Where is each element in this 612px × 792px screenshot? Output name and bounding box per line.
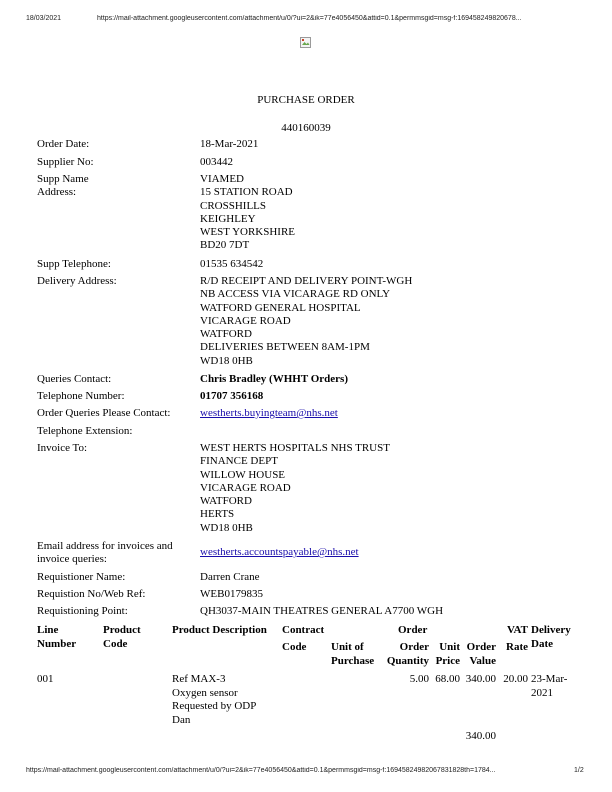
telephone-extension-label: Telephone Extension:	[37, 425, 133, 437]
order-queries-label: Order Queries Please Contact:	[37, 407, 171, 419]
order-date-label: Order Date:	[37, 138, 90, 150]
print-header-url: https://mail-attachment.googleusercontent.com/attachment/u/0/?ui=2&ik=77e4056450&attid=0.1&permmsgid=msg-f:169458249820678...	[97, 15, 522, 22]
invoice-to-value	[200, 442, 560, 535]
document-title: PURCHASE ORDER	[257, 94, 355, 106]
invoice-email-label-line: Email address for invoices and	[37, 540, 173, 552]
queries-contact-value: Chris Bradley (WHHT Orders)	[200, 373, 348, 385]
telephone-number-label: Telephone Number:	[37, 390, 125, 402]
invoice-address-line: WD18 0HB	[200, 521, 253, 534]
supplier-no-value: 003442	[200, 156, 233, 168]
supplier-address-line: KEIGHLEY	[200, 212, 256, 225]
col-header-vat-rate: VAT Rate	[506, 624, 528, 653]
invoice-email-label	[37, 540, 195, 567]
col-header-unit-of-purchase: Unit of Purchase	[331, 641, 375, 667]
cell-order-value: 340.00	[465, 673, 496, 685]
col-header-order-quantity: Order Quantity	[386, 641, 429, 667]
cell-unit-price: 68.00	[435, 673, 460, 685]
address-label: Address:	[37, 186, 77, 199]
delivery-address-line: R/D RECEIPT AND DELIVERY POINT-WGH	[200, 275, 413, 287]
order-date-value: 18-Mar-2021	[200, 138, 259, 150]
delivery-address-line: DELIVERIES BETWEEN 8AM-1PM	[200, 341, 370, 354]
delivery-address-label: Delivery Address:	[37, 275, 117, 287]
queries-contact-label: Queries Contact:	[37, 373, 112, 385]
invoice-address-line: WEST HERTS HOSPITALS NHS TRUST	[200, 442, 390, 454]
print-date: 18/03/2021	[26, 15, 62, 22]
col-header-product-code: Product Code	[103, 624, 141, 650]
invoice-address-line: HERTS	[200, 508, 235, 521]
supplier-address-line: CROSSHILLS	[200, 199, 267, 212]
delivery-address-value	[200, 275, 560, 368]
supp-telephone-label: Supp Telephone:	[37, 258, 111, 270]
col-header-order-group: Order	[398, 624, 428, 636]
supplier-address-line: VIAMED	[200, 173, 244, 185]
delivery-address-line: WD18 0HB	[200, 354, 253, 367]
delivery-address-line: VICARAGE ROAD	[200, 314, 291, 327]
cell-delivery-date: 23-Mar- 2021	[531, 673, 568, 699]
requisitioner-name-label: Requistioner Name:	[37, 571, 126, 583]
print-footer-url: https://mail-attachment.googleusercontent.com/attachment/u/0/?ui=2&ik=77e4056450&attid=0.1&permmsgid=msg-f:16945824982067831828th=1784...	[26, 767, 496, 774]
supplier-address-line: 15 STATION ROAD	[200, 186, 293, 199]
page-number: 1/2	[574, 767, 584, 774]
requisitioner-name-value: Darren Crane	[200, 571, 260, 583]
cell-order-quantity: 5.00	[409, 673, 429, 685]
supplier-address-line: WEST YORKSHIRE	[200, 226, 296, 239]
invoice-address-line: FINANCE DEPT	[200, 455, 278, 468]
order-number: 440160039	[281, 122, 331, 134]
delivery-address-line: WATFORD GENERAL HOSPITAL	[200, 301, 361, 314]
col-header-product-description: Product Description	[172, 624, 267, 636]
cell-line-number: 001	[37, 673, 54, 685]
requisitioning-point-value: QH3037-MAIN THEATRES GENERAL A7700 WGH	[200, 605, 444, 617]
supplier-address-line: BD20 7DT	[200, 239, 250, 252]
order-total: 340.00	[465, 730, 496, 742]
accounts-payable-email-link[interactable]: westherts.accountspayable@nhs.net	[200, 546, 359, 558]
col-header-unit-price: Unit Price	[435, 641, 460, 667]
delivery-address-line: WATFORD	[200, 328, 252, 341]
col-header-line-number: Line Number	[37, 624, 77, 650]
telephone-number-value: 01707 356168	[200, 390, 264, 402]
invoice-email-label-line: invoice queries:	[37, 553, 107, 566]
invoice-to-label: Invoice To:	[37, 442, 88, 454]
buying-team-email-link[interactable]: westherts.buyingteam@nhs.net	[200, 407, 338, 419]
col-header-delivery-date: Delivery Date	[531, 624, 571, 650]
requisitioning-point-label: Requistioning Point:	[37, 605, 128, 617]
requisition-no-value: WEB0179835	[200, 588, 263, 600]
col-header-contract-code: Contract Code	[282, 624, 325, 653]
supplier-address-value	[200, 173, 560, 253]
supplier-address-label	[37, 173, 195, 200]
invoice-address-line: WATFORD	[200, 495, 252, 508]
col-header-order-value: Order Value	[466, 641, 496, 667]
supp-name-label: Supp Name	[37, 173, 89, 185]
supp-telephone-value: 01535 634542	[200, 258, 264, 270]
broken-image-icon	[300, 37, 311, 48]
cell-vat-rate: 20.00	[503, 673, 528, 685]
invoice-address-line: WILLOW HOUSE	[200, 468, 286, 481]
cell-product-description: Ref MAX-3 Oxygen sensor Requested by ODP Dan	[172, 673, 257, 726]
invoice-address-line: VICARAGE ROAD	[200, 481, 291, 494]
delivery-address-line: NB ACCESS VIA VICARAGE RD ONLY	[200, 288, 391, 301]
supplier-no-label: Supplier No:	[37, 156, 94, 168]
requisition-no-label: Requistion No/Web Ref:	[37, 588, 146, 600]
